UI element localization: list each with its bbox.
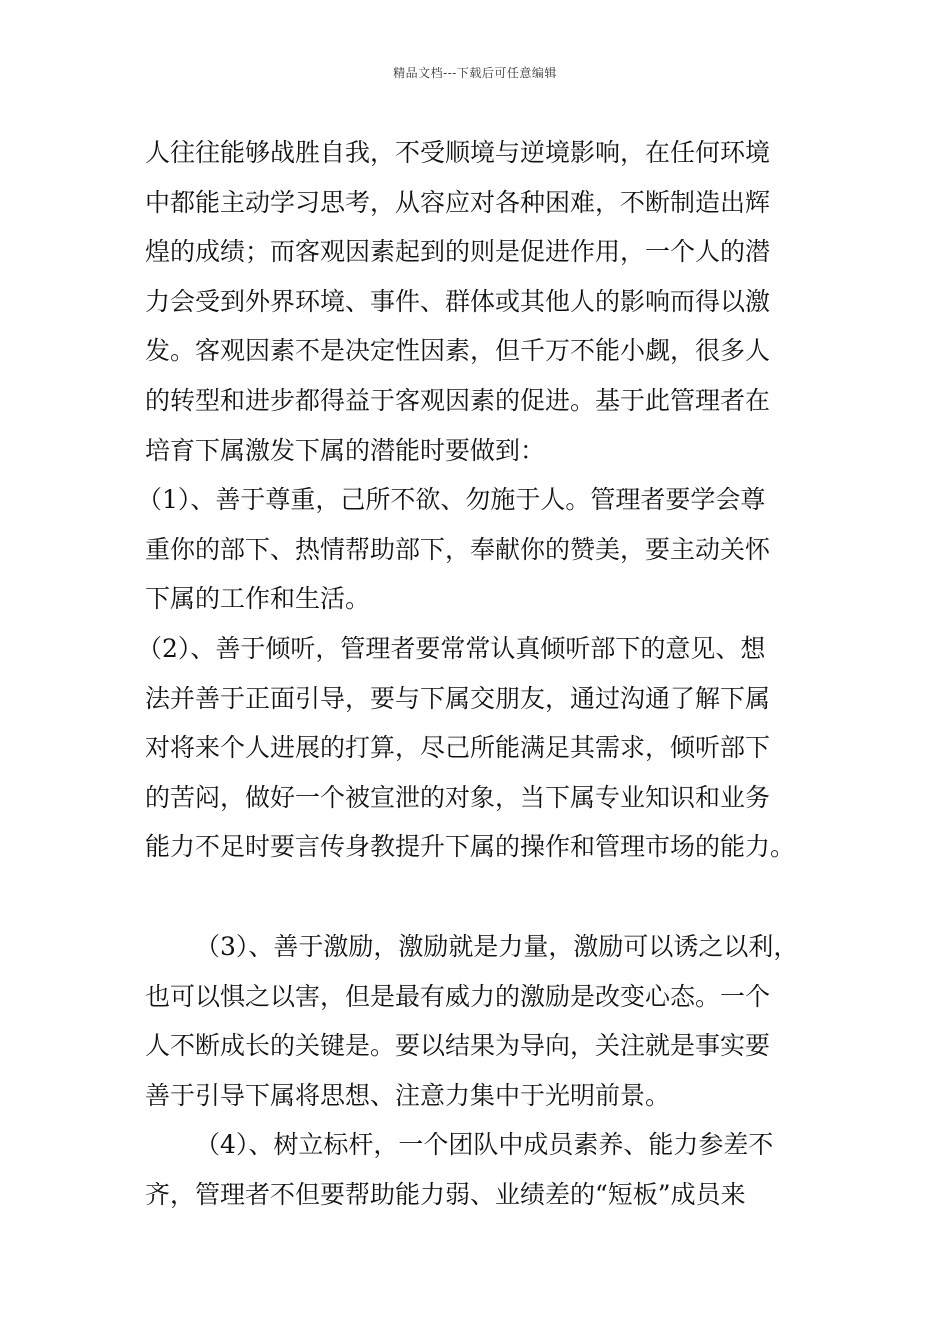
text-line: 重你的部下、热情帮助部下，奉献你的赞美，要主动关怀: [145, 534, 771, 564]
text-line: 煌的成绩；而客观因素起到的则是促进作用，一个人的潜: [145, 237, 771, 267]
text-line: 中都能主动学习思考，从容应对各种困难，不断制造出辉: [145, 187, 771, 217]
text-line: （3）、善于激励，激励就是力量，激励可以诱之以利，: [195, 931, 799, 961]
paragraph-gap: [145, 872, 810, 922]
text-line: 力会受到外界环境、事件、群体或其他人的影响而得以激: [145, 286, 771, 316]
text-line: 的苦闷，做好一个被宣泄的对象，当下属专业知识和业务: [145, 782, 771, 812]
text-line: 培育下属激发下属的潜能时要做到：: [145, 435, 546, 465]
text-line: （4）、树立标杆，一个团队中成员素养、能力参差不: [195, 1130, 774, 1160]
paragraph-5: [145, 1120, 810, 1219]
text-line: 法并善于正面引导，要与下属交朋友，通过沟通了解下属: [145, 683, 771, 713]
paragraph-4: [145, 922, 810, 1120]
text-line: （1）、善于尊重，己所不欲、勿施于人。管理者要学会尊: [137, 485, 766, 515]
page-header: 精品文档---下载后可任意编辑: [393, 66, 557, 80]
text-line: 的转型和进步都得益于客观因素的促进。基于此管理者在: [145, 385, 771, 415]
text-line: 齐，管理者不但要帮助能力弱、业绩差的“短板”成员来: [145, 1179, 746, 1209]
document-body: [137, 128, 810, 1219]
text-line: 善于引导下属将思想、注意力集中于光明前景。: [145, 1080, 671, 1110]
text-line: 人不断成长的关键是。要以结果为导向，关注就是事实要: [145, 1031, 771, 1061]
text-line: 发。客观因素不是决定性因素，但千万不能小觑，很多人: [145, 336, 771, 366]
paragraph-3: [137, 624, 810, 872]
paragraph-2: [137, 475, 810, 624]
text-line: 能力不足时要言传身教提升下属的操作和管理市场的能力。: [145, 832, 796, 862]
paragraph-1: [145, 128, 810, 475]
text-line: 人往往能够战胜自我，不受顺境与逆境影响，在任何环境: [145, 138, 771, 167]
text-line: （2）、善于倾听，管理者要常常认真倾听部下的意见、想: [137, 633, 766, 663]
text-line: 也可以惧之以害，但是最有威力的激励是改变心态。一个: [145, 981, 771, 1011]
text-line: 对将来个人进展的打算，尽己所能满足其需求，倾听部下: [145, 733, 771, 763]
text-line: 下属的工作和生活。: [145, 584, 371, 614]
